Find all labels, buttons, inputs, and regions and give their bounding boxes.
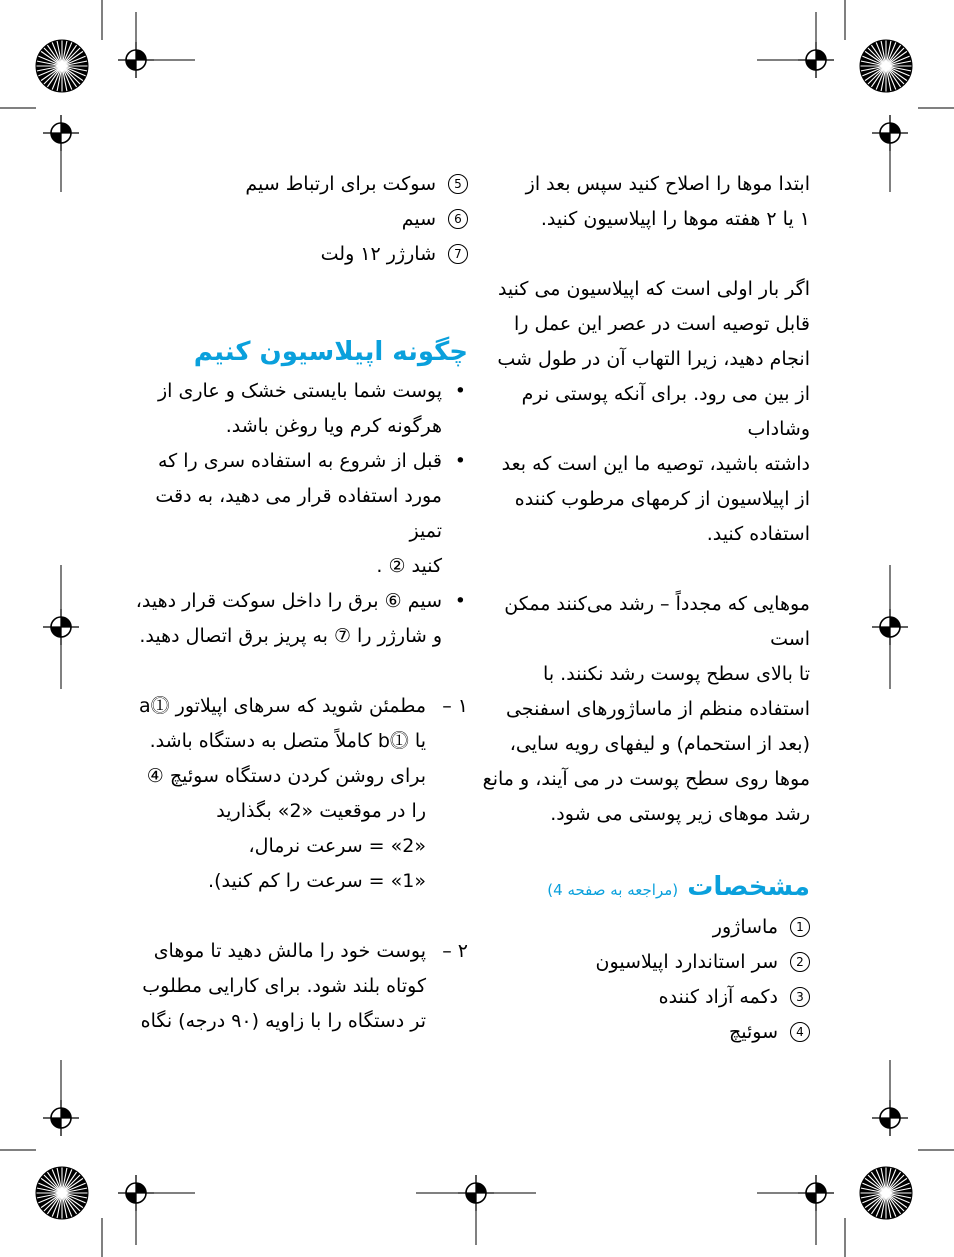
text-line: ۱ یا ۲ هفته موها را اپیلاسیون کنید. (540, 208, 810, 230)
text-line: کوتاه بلند شود. برای کارایی مطلوب (142, 975, 426, 997)
specs-list-continued (130, 167, 468, 272)
text-line: تر دستگاه را با زاویه (۹۰ درجه) نگاه (140, 1010, 426, 1032)
text-line: انجام دهید، زیرا التهاب آن در طول شب (497, 348, 810, 370)
specs-heading (478, 867, 810, 910)
ingrown-hair-paragraph (478, 587, 810, 832)
step-number: ۲ – (442, 940, 468, 962)
text-line: برای روشن کردن دستگاه سوئیچ ④ (146, 765, 426, 787)
first-time-paragraph (478, 272, 810, 552)
list-item (130, 444, 468, 584)
list-item (478, 1015, 810, 1050)
text-line: سیم ⑥ برق را داخل سوکت قرار دهید، (135, 590, 442, 612)
text-line: قبل از شروع به استفاده سری را که (157, 450, 442, 472)
list-item (130, 584, 468, 654)
list-item (478, 945, 810, 980)
text-line: (بعد از استحمام) و لیفهای رویه سایی، (509, 733, 810, 755)
item-label: سیم (401, 208, 436, 230)
text-line: مطمئن شوید که سرهای اپیلاتور ⓵a (138, 695, 426, 717)
text-line: و شارژر را ⑦ به پریز برق اتصال دهید. (139, 625, 442, 647)
text-line: موها روی سطح پوست در می آیند، و مانع (482, 768, 810, 790)
bullet-icon: • (454, 450, 466, 472)
text-line: اگر بار اولی است که اپیلاسیون می کنید (497, 278, 810, 300)
text-line: استفاده کنید. (706, 523, 810, 545)
text-line: قابل توصیه است در عصر این عمل را (514, 313, 810, 335)
text-line: از بین می رود. برای آنکه پوستی نرم وشاداب (521, 383, 810, 440)
text-line: پوست خود را مالش دهید تا موهای (153, 940, 426, 962)
step-2 (130, 934, 468, 1039)
item-label: شارژر ۱۲ ولت (320, 243, 436, 265)
text-line: کنید ② . (376, 555, 442, 577)
item-label: سوکت برای ارتباط سیم (245, 173, 436, 195)
list-item (130, 202, 468, 237)
text-line: داشته باشید، توصیه ما این است که بعد (501, 453, 810, 475)
item-label: ماساژور (712, 916, 778, 938)
text-line: رشد موهای زیر پوستی می شود. (550, 803, 810, 825)
step-number: ۱ – (442, 695, 468, 717)
item-number: 1 (790, 917, 810, 937)
specs-heading-reference: (مراجعه به صفحه 4) (547, 881, 679, 899)
specs-list (478, 910, 810, 1050)
text-line: تا بالای سطح پوست رشد نکنند. با (543, 663, 810, 685)
text-line: هرگونه کرم ویا روغن باشد. (225, 415, 442, 437)
preparation-bullets (130, 374, 468, 654)
item-number: 6 (448, 209, 468, 229)
bullet-icon: • (454, 380, 466, 402)
step-1 (130, 689, 468, 899)
text-line: پوست شما بایستی خشک و عاری از (158, 380, 442, 402)
text-line: یا ⓵b کاملاً متصل به دستگاه باشد. (149, 730, 426, 752)
specs-heading-title: مشخصات (687, 872, 810, 902)
item-number: 5 (448, 174, 468, 194)
text-line: موهایی که مجدداً – رشد می‌کنند ممکن است (504, 593, 810, 650)
item-number: 7 (448, 244, 468, 264)
bullet-icon: • (454, 590, 466, 612)
left-column (130, 167, 468, 1039)
list-item (478, 910, 810, 945)
item-label: سر استاندارد اپیلاسیون (595, 951, 778, 973)
text-line: ابتدا موها را اصلاح کنید سپس بعد از (525, 173, 810, 195)
item-number: 4 (790, 1022, 810, 1042)
text-line: را در موقعیت «2» بگذارید (216, 800, 426, 822)
text-line: «2» = سرعت نرمال، (248, 835, 426, 857)
text-line: استفاده منظم از ماساژورهای اسفنجی (505, 698, 810, 720)
text-line: از اپیلاسیون از کرمهای مرطوب کننده (514, 488, 810, 510)
item-number: 3 (790, 987, 810, 1007)
list-item (130, 237, 468, 272)
right-column (478, 167, 810, 1050)
list-item (478, 980, 810, 1015)
list-item (130, 167, 468, 202)
item-number: 2 (790, 952, 810, 972)
text-line: مورد استفاده قرار می دهید، به دقت تمیز (155, 485, 442, 542)
item-label: دکمه آزاد کننده (658, 986, 778, 1008)
list-item (130, 374, 468, 444)
howto-heading: چگونه اپیلاسیون کنیم (193, 337, 468, 367)
item-label: سوئیچ (728, 1021, 778, 1043)
intro-paragraph (478, 167, 810, 237)
text-line: «1» = سرعت را کم کنید). (208, 870, 426, 892)
